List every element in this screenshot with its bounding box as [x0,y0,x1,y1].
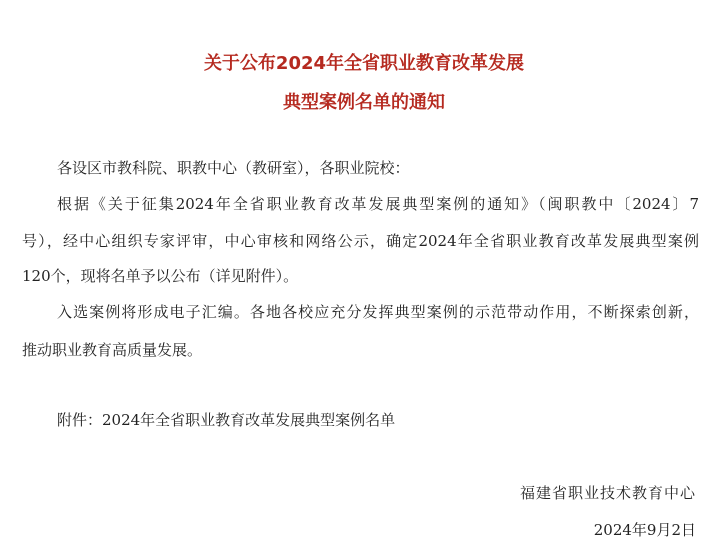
paragraph-2-line-2: 推动职业教育高质量发展。 [22,341,203,359]
notice-title-line-2: 典型案例名单的通知 [283,92,445,113]
paragraph-1-line-1: 根据《关于征集2024年全省职业教育改革发展典型案例的通知》（闽职教中〔2024〕7 [57,195,699,213]
attachment-link[interactable]: 附件：2024年全省职业教育改革发展典型案例名单 [57,411,396,429]
issue-date: 2024年9月2日 [593,521,696,539]
salutation: 各设区市教科院、职教中心（教研室），各职业院校： [57,159,410,177]
paragraph-1-line-3: 120个，现将名单予以公布（详见附件）。 [22,267,299,285]
issuer-signature: 福建省职业技术教育中心 [519,484,696,502]
paragraph-2-line-1: 入选案例将形成电子汇编。各地各校应充分发挥典型案例的示范带动作用，不断探索创新， [57,303,699,321]
paragraph-1-line-2: 号），经中心组织专家评审，中心审核和网络公示，确定2024年全省职业教育改革发展典型案例 [22,232,699,250]
notice-title-line-1: 关于公布2024年全省职业教育改革发展 [203,53,525,74]
